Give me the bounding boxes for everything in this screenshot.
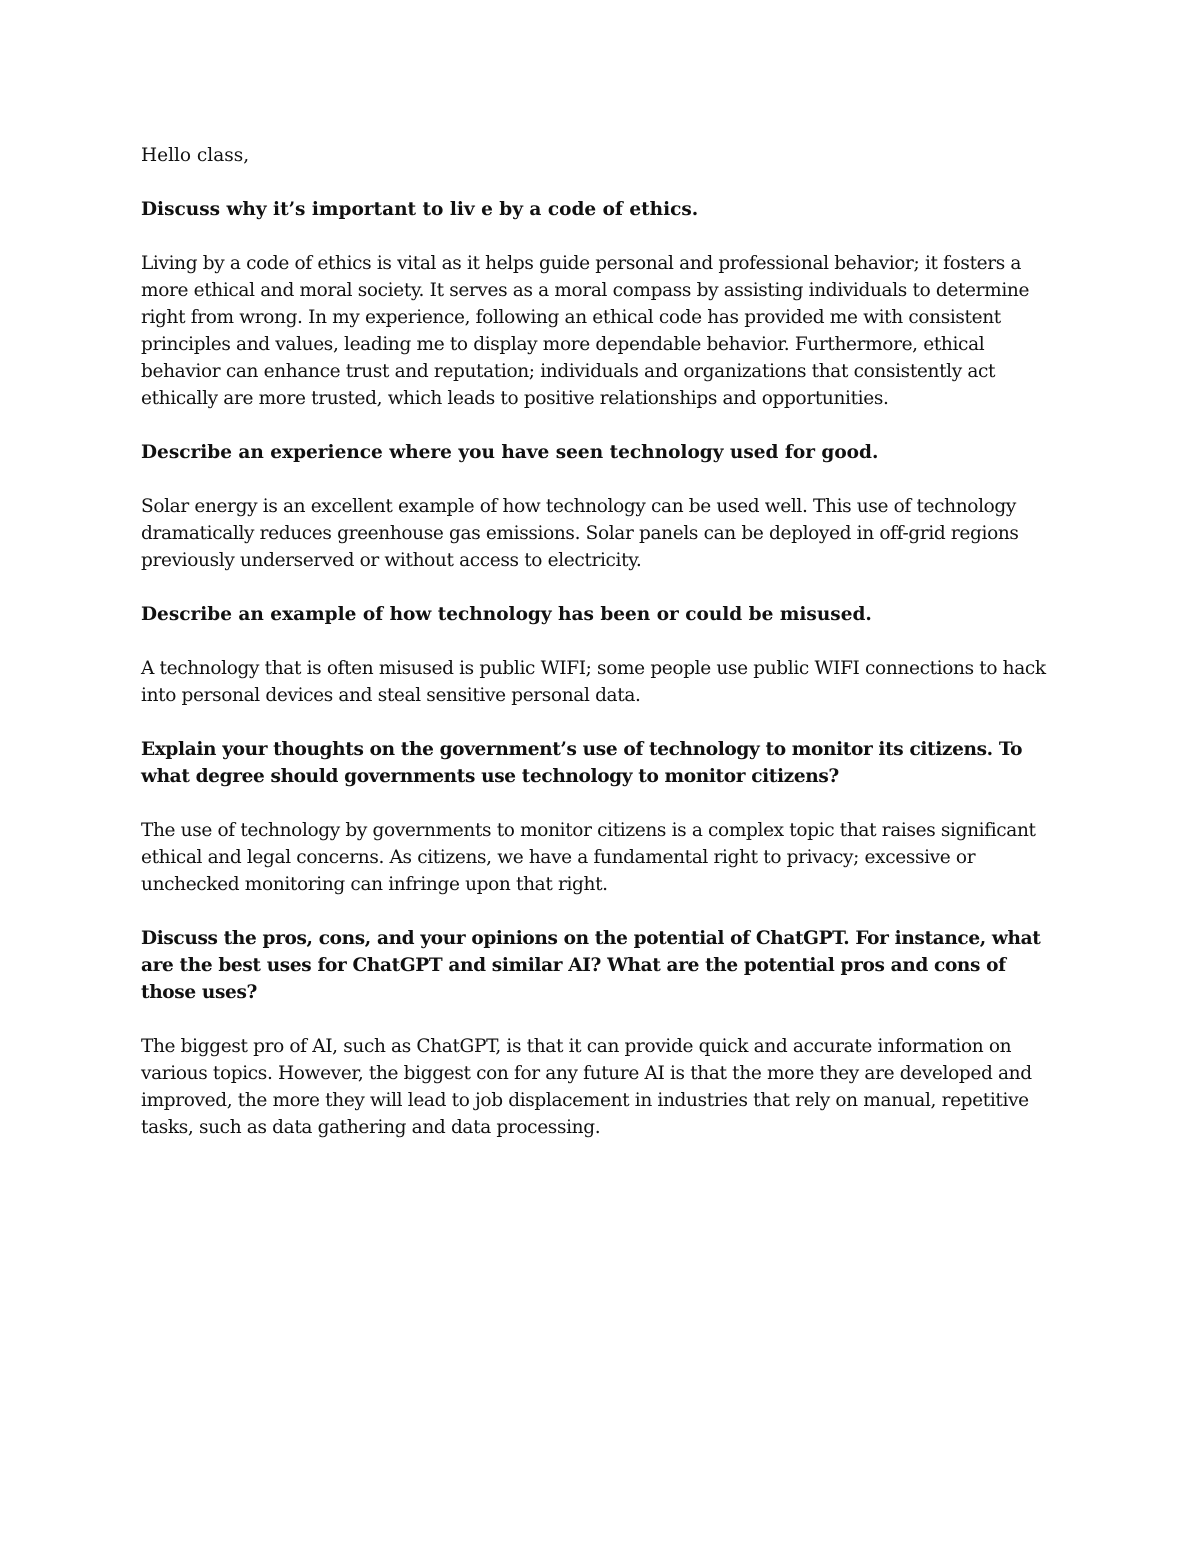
question-4: Explain your thoughts on the government’s use of technology to monitor its citizens. To what degree should governments use technology to monitor citizens? <box>141 739 1023 787</box>
answer-3: A technology that is often misused is public WIFI; some people use public WIFI connections to hack into personal devices and steal sensitive personal data. <box>141 658 1046 706</box>
answer-4: The use of technology by governments to monitor citizens is a complex topic that raises significant ethical and legal concerns. As citizens, we have a fundamental right to privacy; excessive or unchecked monitoring can infringe upon that right. <box>141 820 1036 895</box>
document-body <box>141 142 1066 1168</box>
question-1: Discuss why it’s important to liv e by a code of ethics. <box>141 199 699 220</box>
answer-2: Solar energy is an excellent example of how technology can be used well. This use of technology dramatically reduces greenhouse gas emissions. Solar panels can be deployed in off-grid regions previously underserved or without access to electricity. <box>141 496 1019 571</box>
answer-1: Living by a code of ethics is vital as it helps guide personal and professional behavior; it fosters a more ethical and moral society. It serves as a moral compass by assisting individuals to determine right from wrong. In my experience, following an ethical code has provided me with consistent principles and values, leading me to display more dependable behavior. Furthermore, ethical behavior can enhance trust and reputation; individuals and organizations that consistently act ethically are more trusted, which leads to positive relationships and opportunities. <box>141 253 1030 409</box>
question-2: Describe an experience where you have seen technology used for good. <box>141 442 879 463</box>
greeting: Hello class, <box>141 145 250 166</box>
question-3: Describe an example of how technology has been or could be misused. <box>141 604 872 625</box>
answer-5: The biggest pro of AI, such as ChatGPT, is that it can provide quick and accurate information on various topics. However, the biggest con for any future AI is that the more they are developed and improved, the more they will lead to job displacement in industries that rely on manual, repetitive tasks, such as data gathering and data processing. <box>141 1036 1032 1138</box>
question-5: Discuss the pros, cons, and your opinions on the potential of ChatGPT. For instance, what are the best uses for ChatGPT and similar AI? What are the potential pros and cons of those uses? <box>141 928 1041 1003</box>
